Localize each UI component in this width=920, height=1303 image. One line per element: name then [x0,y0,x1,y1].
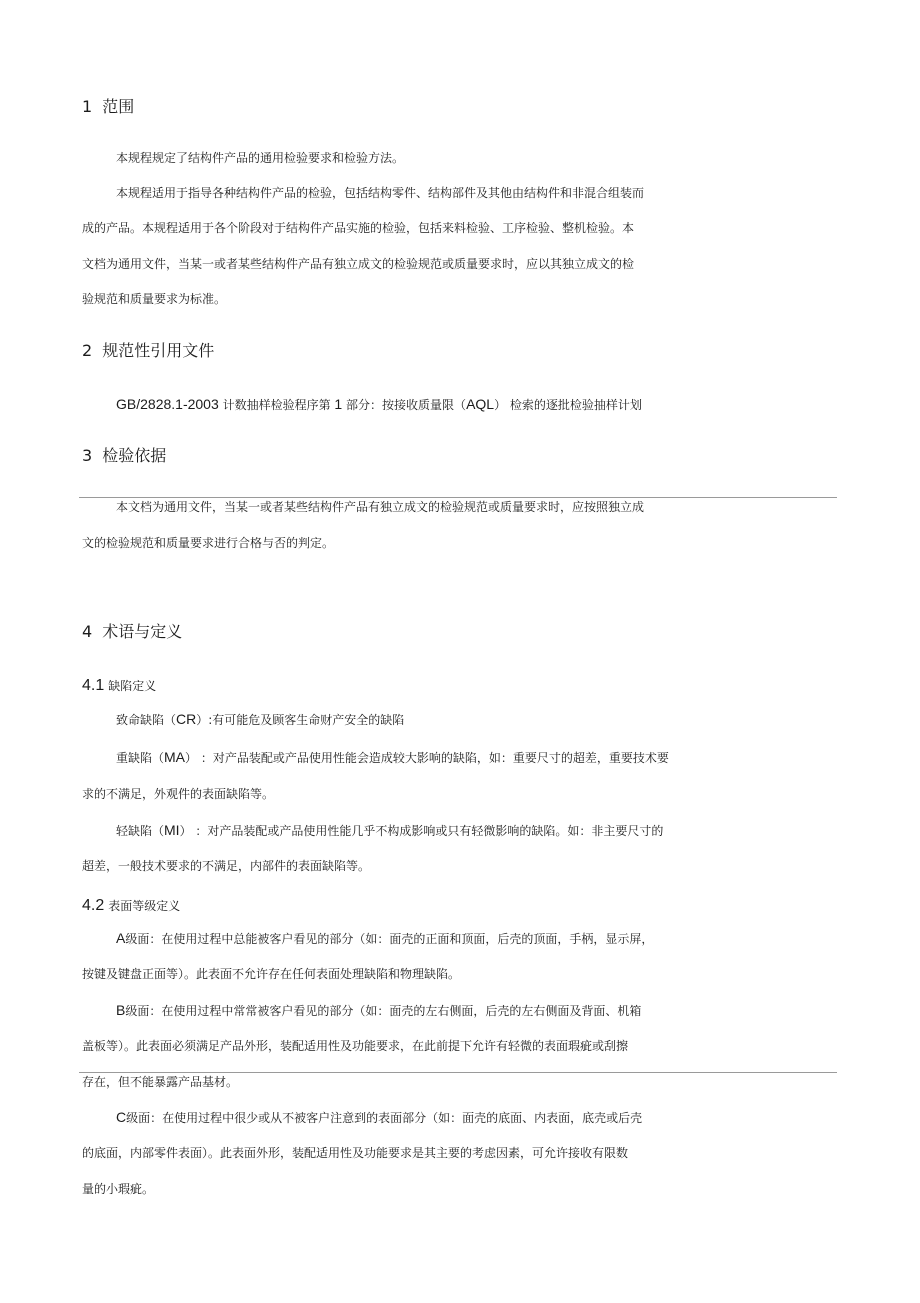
standard-code: GB/2828.1-2003 [116,396,219,412]
paragraph-line: 验规范和质量要求为标准。 [82,292,227,306]
grade-code: A [116,930,126,946]
reference-text: 计数抽样检验程序第 [222,398,331,412]
reference-text: ） 检索的逐批检验抽样计划 [494,398,642,412]
section-4-heading [82,622,182,642]
defect-cr-definition [116,711,404,728]
definition-text: ） ：对产品装配或产品使用性能会造成较大影响的缺陷，如：重要尺寸的超差，重要技术要 [185,751,669,765]
defect-code: MI [164,822,180,838]
page-divider [79,1072,837,1073]
aql-code: AQL [466,396,495,412]
paragraph-line: 本规程适用于指导各种结构件产品的检验，包括结构零件、结构部件及其他由结构件和非混合组装而 [116,186,645,200]
grade-b-definition [116,1002,641,1019]
definition-text: ） ：对产品装配或产品使用性能几乎不构成影响或只有轻微影响的缺陷。如：非主要尺寸的 [179,824,664,838]
section-number: 2 [82,341,93,360]
subsection-number: 4.2 [82,897,105,914]
definition-text: 级面：在使用过程中很少或从不被客户注意到的表面部分（如：面壳的底面、内表面，底壳或后壳 [126,1111,643,1125]
subsection-title: 缺陷定义 [108,679,157,693]
paragraph-line: 文的检验规范和质量要求进行合格与否的判定。 [82,536,335,550]
paragraph-line: 盖板等）。此表面必须满足产品外形，装配适用性及功能要求，在此前提下允许有轻微的表面瑕疵或刮擦 [82,1039,629,1053]
paragraph-line: 存在，但不能暴露产品基材。 [82,1075,239,1089]
paragraph-line: 的底面，内部零件表面）。此表面外形，装配适用性及功能要求是其主要的考虑因素，可允许接收有限数 [82,1146,629,1160]
paragraph-line: 本规程规定了结构件产品的通用检验要求和检验方法。 [116,151,405,165]
definition-text: 重缺陷（ [116,751,165,765]
page-divider [79,497,837,498]
grade-c-definition [116,1109,642,1126]
section-1-heading [82,97,134,117]
defect-code: CR [176,711,197,727]
subsection-4-2-heading [82,895,180,916]
grade-a-definition [116,930,653,947]
defect-mi-definition [116,822,663,839]
section-number: 4 [82,622,93,641]
subsection-4-1-heading [82,675,156,696]
definition-text: 级面：在使用过程中总能被客户看见的部分（如：面壳的正面和顶面，后壳的顶面，手柄，显示屏， [125,932,654,946]
paragraph-line: 文档为通用文件，当某一或者某些结构件产品有独立成文的检验规范或质量要求时，应以其独立成文的检 [82,257,635,271]
section-3-heading [82,446,166,466]
normative-reference [116,396,642,413]
section-number: 3 [82,446,93,465]
paragraph-line: 成的产品。本规程适用于各个阶段对于结构件产品实施的检验，包括来料检验、工序检验、整机检验。本 [82,221,635,235]
grade-code: C [116,1109,127,1125]
subsection-number: 4.1 [82,677,105,694]
section-title: 检验依据 [102,446,167,465]
definition-text: ）:有可能危及顾客生命财产安全的缺陷 [196,713,405,727]
defect-ma-definition [116,749,669,766]
subsection-title: 表面等级定义 [108,899,181,913]
section-number: 1 [82,97,93,116]
paragraph-line: 超差，一般技术要求的不满足，内部件的表面缺陷等。 [82,859,371,873]
reference-text: 部分：按接收质量限（ [346,398,467,412]
section-title: 术语与定义 [102,622,183,641]
section-title: 范围 [102,97,135,116]
section-title: 规范性引用文件 [102,341,215,360]
definition-text: 致命缺陷（ [116,713,177,727]
defect-code: MA [164,749,186,765]
paragraph-line: 量的小瑕疵。 [82,1182,155,1196]
grade-code: B [116,1002,126,1018]
paragraph-line: 求的不满足，外观件的表面缺陷等。 [82,787,275,801]
definition-text: 级面：在使用过程中常常被客户看见的部分（如：面壳的左右侧面，后壳的左右侧面及背面、机箱 [125,1004,642,1018]
section-2-heading [82,341,214,361]
part-number: 1 [334,396,343,412]
paragraph-line: 按键及键盘正面等）。此表面不允许存在任何表面处理缺陷和物理缺陷。 [82,967,461,981]
paragraph-line: 本文档为通用文件，当某一或者某些结构件产品有独立成文的检验规范或质量要求时，应按照独立成 [116,500,645,514]
definition-text: 轻缺陷（ [116,824,165,838]
